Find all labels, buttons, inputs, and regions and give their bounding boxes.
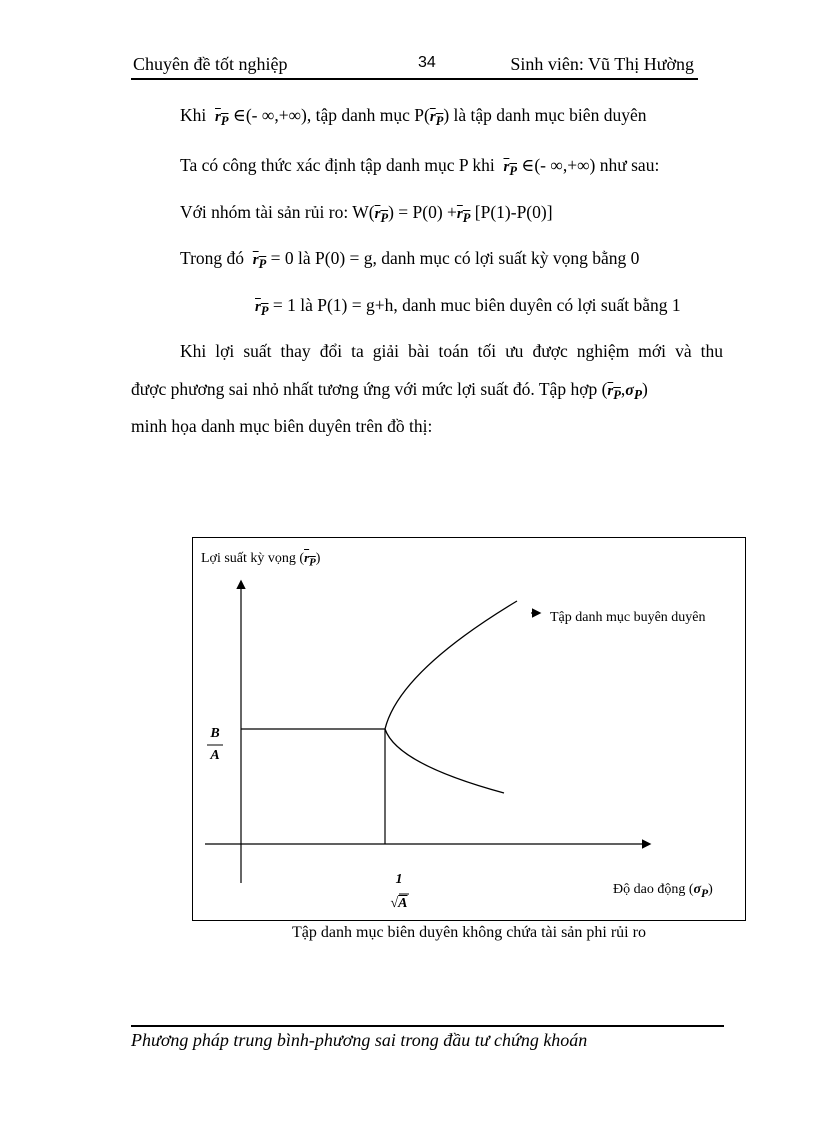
text: ) = P(0) + [388,202,457,222]
text: , [620,379,626,399]
footer-rule [131,1025,724,1027]
body-line-2 [180,154,659,182]
paragraph-line-1: Khi lợi suất thay đổi ta giải bài toán tối ưu được nghiệm mới và thu [180,341,723,361]
y-axis-label: Lợi suất kỳ vọng $(r_P)$ [201,550,321,569]
rp-symbol: $r_P$ [374,206,389,225]
body-line-5 [255,294,681,322]
frontier-chart [193,538,745,920]
x-tick-label-denominator: √A [390,896,408,911]
text: ) [642,379,648,399]
rp-symbol: $r_P$ [503,159,517,178]
sigma-symbol: $\sigma_P$ [693,882,709,900]
paragraph-line-2 [131,378,648,406]
rp-symbol: $r_P$ [255,299,269,318]
page-number: 34 [418,54,436,71]
body-line-3 [180,201,553,229]
curve-label: Tập danh mục buyên duyên [550,610,706,625]
text: [P(1)-P(0)] [470,202,553,222]
text: được phương sai nhỏ nhất tương ứng với mức lợi suất đó. Tập hợp ( [131,379,608,399]
body-line-4 [180,247,639,275]
text: ∈(- ∞,+∞), tập danh mục P( [232,105,430,125]
text: Ta có công thức xác định tập danh mục P khi [180,155,495,175]
paragraph-line-3: minh họa danh mục biên duyên trên đồ thị: [131,416,433,436]
efficient-frontier-figure [192,537,746,921]
frontier-upper-branch [385,601,517,729]
figure-caption: Tập danh mục biên duyên không chứa tài sản phi rủi ro [292,924,646,941]
page-footer: Phương pháp trung bình-phương sai trong đầu tư chứng khoán [131,1030,588,1050]
rp-symbol: $r_P$ [252,252,267,271]
x-tick-label-numerator: 1 [395,872,403,887]
x-axis-label: Độ dao động $(\sigma_P)$ [613,882,713,900]
header-document-type: Chuyên đề tốt nghiệp [133,54,288,74]
y-tick-label-denominator: A [210,748,220,763]
header-author: Sinh viên: Vũ Thị Hường [510,54,694,74]
text: = 1 là P(1) = g+h, danh muc biên duyên có lợi suất bằng 1 [272,295,681,315]
text: = 0 là P(0) = g, danh mục có lợi suất kỳ vọng bằng 0 [270,248,640,268]
page-header [131,52,698,80]
rp-symbol: $r_P$ [429,109,444,128]
y-tick-label-numerator: B [210,726,220,741]
text: ∈(- ∞,+∞) như sau: [521,155,660,175]
frontier-lower-branch [385,729,504,793]
sigma-symbol: $\sigma_P$ [625,382,643,403]
rp-symbol: $r_P$ [607,383,621,402]
rp-symbol: $r_P$ [456,206,471,225]
text: Khi [180,105,207,125]
body-line-1 [180,104,646,132]
rp-symbol: $r_P$ [304,550,316,569]
text: Trong đó [180,248,245,268]
text: Với nhóm tài sản rủi ro: W( [180,202,375,222]
text: ) là tập danh mục biên duyên [443,105,647,125]
rp-symbol: $r_P$ [215,109,229,128]
